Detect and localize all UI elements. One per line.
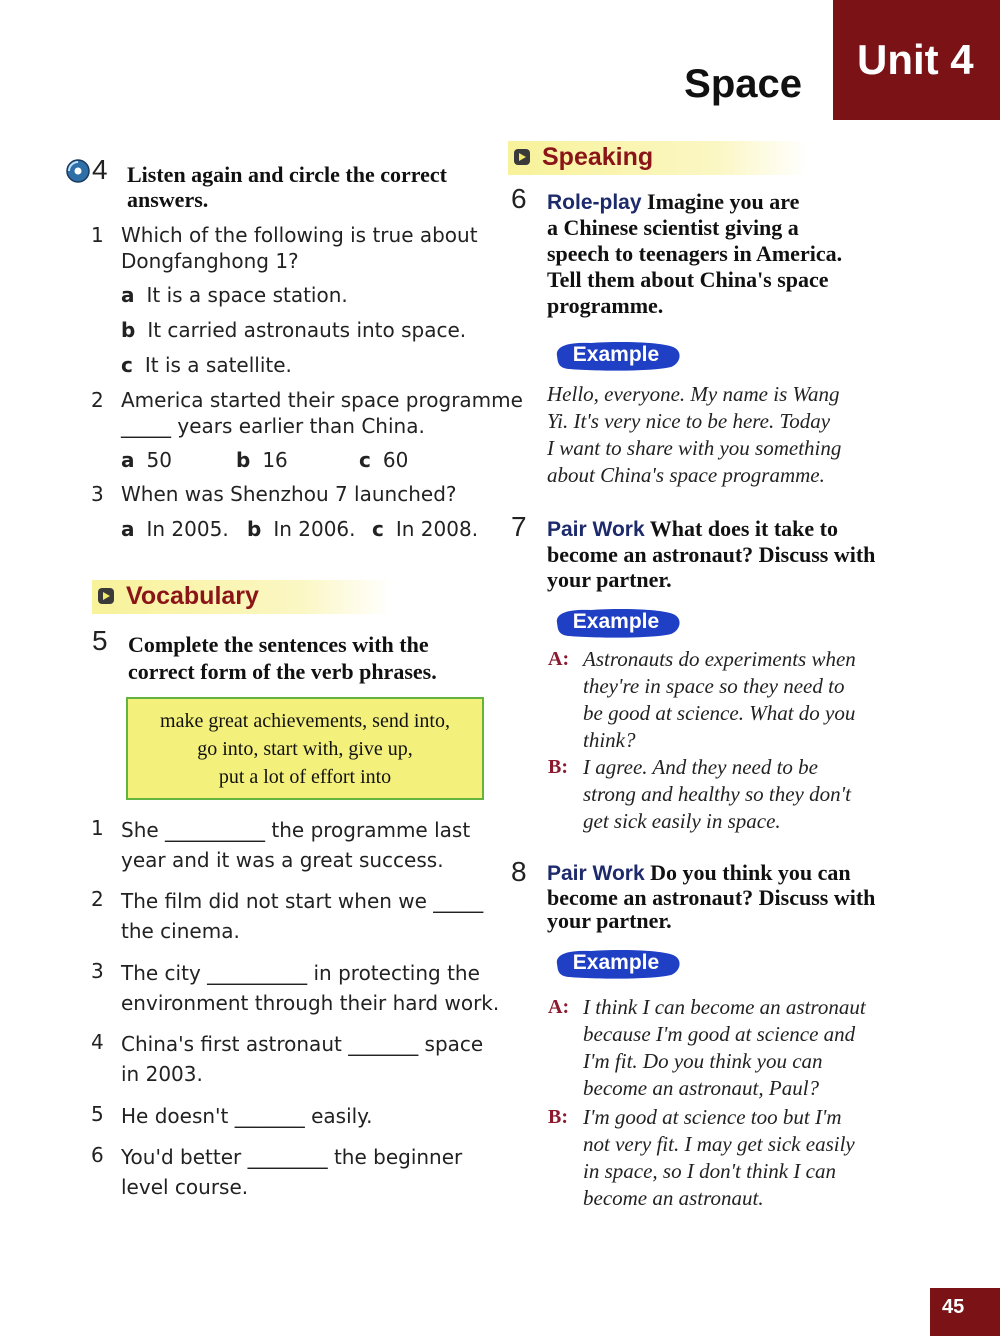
sentence-text[interactable]: The film did not start when we _____ the cinema. [121, 889, 484, 943]
question-number: 3 [91, 482, 104, 506]
answer-option[interactable]: c 60 [359, 448, 409, 472]
unit-tab: Unit 4 [833, 0, 1000, 120]
speaker-label: A: [548, 996, 570, 1018]
exercise-number: 8 [511, 856, 527, 887]
exercise-instruction: Complete the sentences with the correct form of the verb phrases. [128, 632, 437, 684]
sentence-text[interactable]: The city __________ in protecting the environment through their hard work. [121, 961, 500, 1015]
question-text: America started their space programme _____ years earlier than China. [121, 388, 523, 438]
sentence-text[interactable]: He doesn't _______ easily. [121, 1104, 373, 1128]
example-text: Hello, everyone. My name is Wang Yi. It's very nice to be here. Today I want to share with you something about China's space programme. [547, 382, 842, 487]
exercise-instruction: Role-play Imagine you are a Chinese scientist giving a speech to teenagers in America. Tell them about China's space programme. [547, 189, 843, 318]
audio-cd-icon[interactable] [66, 158, 90, 184]
dialogue [548, 994, 918, 1214]
exercise-number: 6 [511, 183, 527, 214]
sentence-text[interactable]: China's first astronaut _______ space in 2003. [121, 1032, 484, 1086]
exercise-tag: Pair Work [547, 862, 645, 885]
example-badge: Example [551, 606, 681, 640]
sentence-number: 6 [91, 1143, 104, 1167]
question-number: 1 [91, 223, 104, 247]
sentence-number: 4 [91, 1030, 104, 1054]
sentence-text[interactable]: She __________ the programme last year and it was a great success. [121, 818, 471, 872]
answer-option[interactable]: a In 2005. [121, 517, 229, 541]
exercise-tag: Role-play [547, 191, 642, 214]
exercise-number: 5 [92, 625, 108, 656]
question-text: When was Shenzhou 7 launched? [121, 482, 457, 506]
answer-option[interactable]: b It carried astronauts into space. [121, 318, 467, 342]
exercise-instruction: Pair Work What does it take to become an astronaut? Discuss with your partner. [547, 516, 876, 592]
exercise-number: 7 [511, 511, 527, 542]
answer-option[interactable]: c In 2008. [372, 517, 479, 541]
sentence-text[interactable]: You'd better ________ the beginner level course. [121, 1145, 463, 1199]
page-title: Space [684, 62, 802, 106]
exercise-number: 4 [92, 154, 108, 185]
word-box: make great achievements, send into, go into, start with, give up, put a lot of effort into [126, 697, 484, 800]
sentence-number: 5 [91, 1102, 104, 1126]
example-badge: Example [551, 947, 681, 981]
dialogue [548, 646, 918, 836]
question-text: Which of the following is true about Dongfanghong 1? [121, 223, 478, 273]
answer-option[interactable]: c It is a satellite. [121, 353, 292, 377]
section-heading-vocabulary: Vocabulary [92, 580, 392, 614]
speaker-label: B: [548, 1106, 568, 1128]
speaker-label: A: [548, 648, 570, 670]
answer-option[interactable]: a It is a space station. [121, 283, 348, 307]
page-number: 45 [930, 1288, 1000, 1336]
exercise-tag: Pair Work [547, 518, 645, 541]
example-badge: Example [551, 339, 681, 373]
sentence-number: 3 [91, 959, 104, 983]
answer-option[interactable]: b 16 [236, 448, 288, 472]
play-icon [514, 149, 530, 165]
section-heading-speaking: Speaking [508, 141, 808, 175]
question-number: 2 [91, 388, 104, 412]
dialogue-line: I'm good at science too but I'm not very fit. I may get sick easily in space, so I don't think I can become an astronaut. [583, 1105, 855, 1210]
dialogue-line: I think I can become an astronaut because I'm good at science and I'm fit. Do you think you can become an astronaut, Paul? [583, 995, 866, 1100]
sentence-number: 2 [91, 887, 104, 911]
exercise-instruction: Listen again and circle the correct answers. [127, 162, 447, 212]
answer-option[interactable]: a 50 [121, 448, 172, 472]
exercise-instruction: Pair Work Do you think you can become an astronaut? Discuss with your partner. [547, 860, 876, 933]
dialogue-line: Astronauts do experiments when they're in space so they need to be good at science. What do you think? [583, 647, 856, 752]
speaker-label: B: [548, 756, 568, 778]
play-icon [98, 588, 114, 604]
sentence-number: 1 [91, 816, 104, 840]
dialogue-line: I agree. And they need to be strong and healthy so they don't get sick easily in space. [583, 755, 851, 833]
answer-option[interactable]: b In 2006. [247, 517, 356, 541]
